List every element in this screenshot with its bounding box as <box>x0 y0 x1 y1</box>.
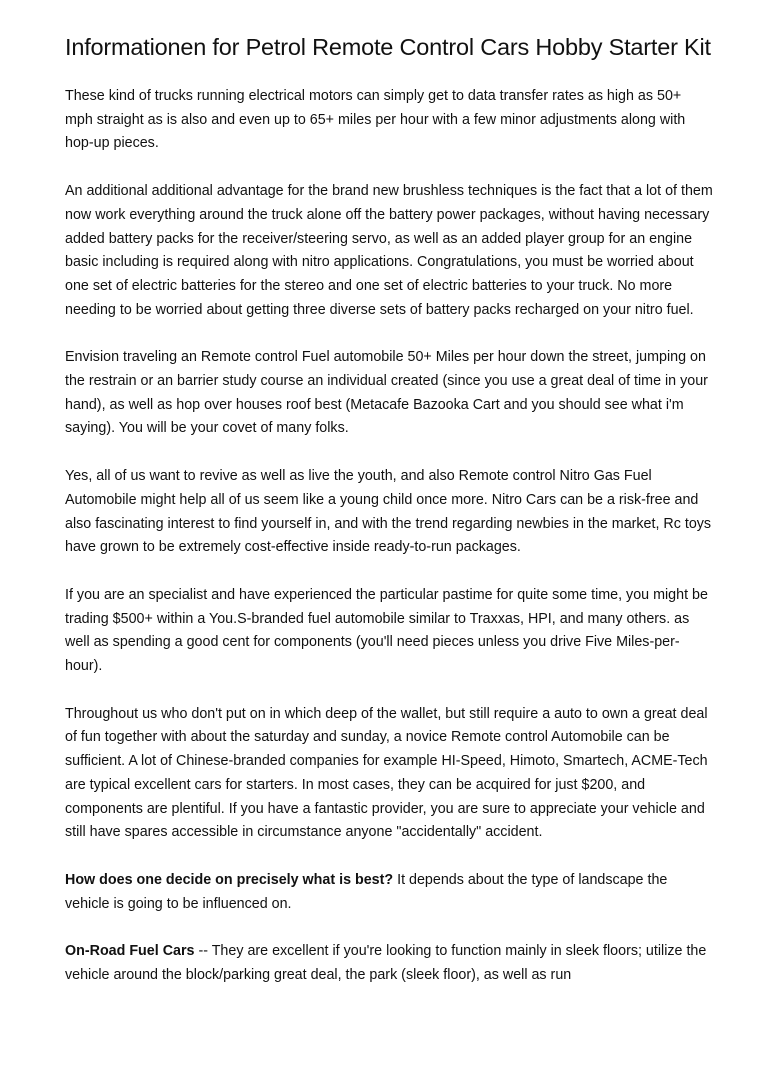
paragraph-3 <box>65 346 713 441</box>
paragraph-4-text: Yes, all of us want to revive as well as live the youth, and also Remote control Nitro Gas Fuel Automobile might help all of us seem like a young child once more. Nitro Cars can be a risk-free and also fascinating interest to find yourself in, and with the trend regarding newbies in the market, Rc toys have grown to be extremely cost-effective inside ready-to-run packages. <box>65 468 712 556</box>
paragraph-4 <box>65 465 713 560</box>
document-body <box>65 85 713 988</box>
paragraph-6-text: Throughout us who don't put on in which deep of the wallet, but still require a auto to own a great deal of fun together with about the saturday and sunday, a novice Remote control Automobile can be sufficient. A lot of Chinese-branded companies for example HI-Speed, Himoto, Smartech, ACME-Tech are typical excellent cars for starters. In most cases, they can be acquired for just $200, and components are plentiful. If you have a fantastic provider, you are sure to appreciate your vehicle and still have spares accessible in circumstance anyone "accidentally" accident. <box>65 705 708 841</box>
paragraph-5 <box>65 584 713 679</box>
paragraph-2 <box>65 180 713 322</box>
paragraph-1 <box>65 85 713 156</box>
paragraph-3-text: Envision traveling an Remote control Fuel automobile 50+ Miles per hour down the street, jumping on the restrain or an barrier study course an individual created (since you use a great deal of time in your hand), as well as hop over houses roof best (Metacafe Bazooka Cart and you should see what i'm saying). You will be your covet of many folks. <box>65 349 708 437</box>
paragraph-5-text: If you are an specialist and have experienced the particular pastime for quite some time, you might be trading $500+ within a You.S-branded fuel automobile similar to Traxxas, HPI, and many others. as well as spending a good cent for components (you'll need pieces unless you drive Five Miles-per-hour). <box>65 586 708 675</box>
document-title: Informationen for Petrol Remote Control Cars Hobby Starter Kit <box>65 34 711 60</box>
paragraph-8-lead: On-Road Fuel Cars <box>65 943 195 960</box>
paragraph-6 <box>65 703 713 845</box>
paragraph-1-text: These kind of trucks running electrical motors can simply get to data transfer rates as high as 50+ mph straight as is also and even up to 65+ miles per hour with a few minor adjustments along with hop-up pieces. <box>65 88 686 152</box>
paragraph-8 <box>65 940 713 987</box>
document-page <box>65 34 713 1012</box>
paragraph-7-text: It depends about the type of landscape the vehicle is going to be influenced on. <box>65 871 668 912</box>
paragraph-7 <box>65 869 713 916</box>
paragraph-2-text: An additional additional advantage for the brand new brushless techniques is the fact that a lot of them now work everything around the truck alone off the battery power packages, without having necessary added battery packs for the receiver/steering servo, as well as an added player group for an engine basic including is required along with nitro applications. Congratulations, you must be worried about one set of electric batteries for the stereo and one set of electric batteries to your truck. No more needing to be worried about getting three diverse sets of battery packs recharged on your nitro fuel. <box>65 183 713 318</box>
paragraph-7-lead: How does one decide on precisely what is best? <box>65 871 394 888</box>
paragraph-8-text: -- They are excellent if you're looking to function mainly in sleek floors; utilize the vehicle around the block/parking great deal, the park (sleek floor), as well as run <box>65 943 707 984</box>
